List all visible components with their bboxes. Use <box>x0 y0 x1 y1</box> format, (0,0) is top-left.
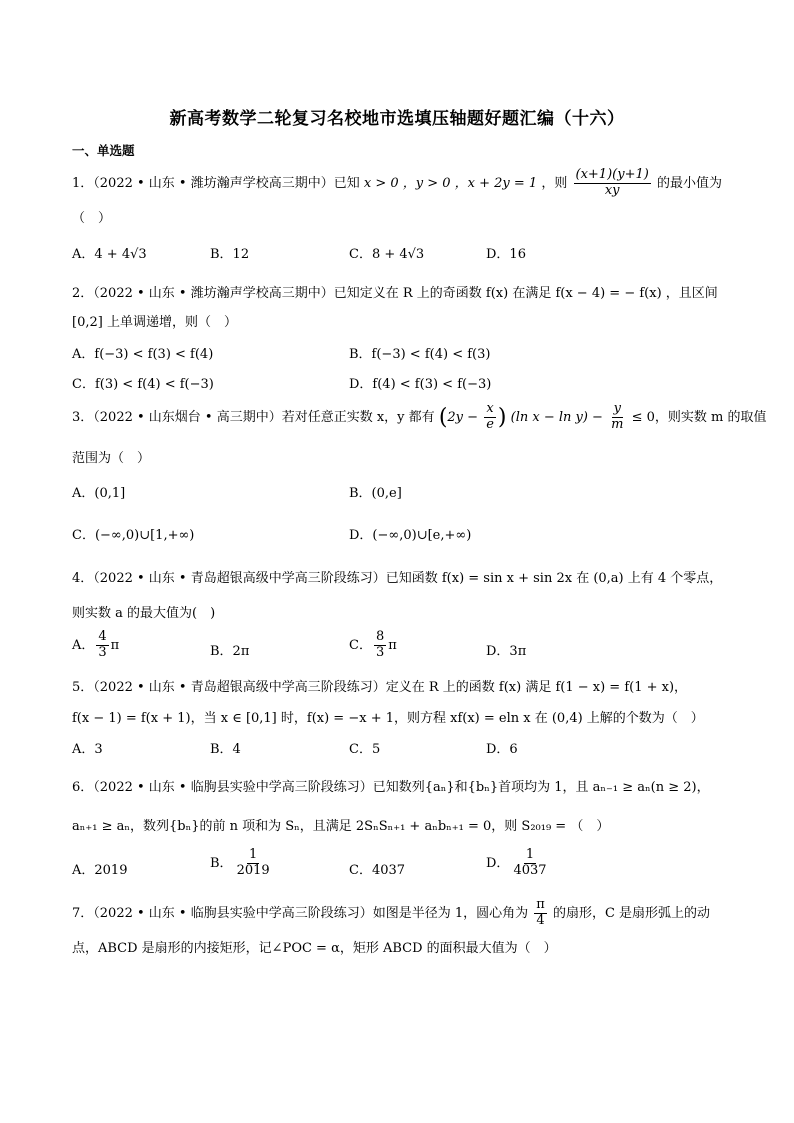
question-1-condition: x > 0 ，y > 0 ，x + 2y = 1 <box>363 175 538 191</box>
question-4-option-a <box>72 630 119 661</box>
question-7-stem-line2: 点，ABCD 是扇形的内接矩形，记∠POC = α，矩形 ABCD 的面积最大值为（ ） <box>72 941 557 956</box>
question-5-stem-line2: f(x − 1) = f(x + 1)，当 x ∈ [0,1] 时，f(x) = −x + 1，则方程 xf(x) = eln x 在 (0,4) 上解的个数为（ ） <box>72 711 704 726</box>
question-4-option-c-denominator: 3 <box>375 644 385 660</box>
question-1-prefix: 1．（2022 • 山东 • 潍坊瀚声学校高三期中）已知 <box>72 175 360 191</box>
question-4-option-c-fraction <box>374 630 386 661</box>
question-3-stem <box>72 402 766 433</box>
question-3-fraction-2-numerator: y <box>613 401 621 416</box>
question-2-option-c: C．f(3) < f(4) < f(−3) <box>72 377 214 392</box>
question-4-option-a-numerator: 4 <box>98 629 107 644</box>
question-4-option-b: B．2π <box>210 644 250 659</box>
question-4-option-c-pi: π <box>388 637 397 653</box>
question-1-option-b: B．12 <box>210 247 250 262</box>
question-1-option-c: C．8 + 4√3 <box>349 247 425 262</box>
question-1-suffix: 的最小值为 <box>656 175 722 191</box>
question-1-fraction <box>574 168 651 199</box>
question-7-fraction-numerator: π <box>536 897 545 912</box>
question-6-option-d <box>486 848 551 879</box>
question-7-fraction-denominator: 4 <box>536 912 545 928</box>
question-1-option-a: A．4 + 4√3 <box>72 247 147 262</box>
question-5-stem-line1: 5．（2022 • 山东 • 青岛超银高级中学高三阶段练习）定义在 R 上的函数 f(x) 满足 f(1 − x) = f(1 + x)， <box>72 680 688 695</box>
question-6-option-d-numerator: 1 <box>525 847 535 862</box>
question-3-fraction-2 <box>609 402 625 433</box>
question-1-stem <box>72 168 722 199</box>
question-6-option-b-denominator: 2019 <box>236 862 270 878</box>
question-3-option-a: A．(0,1] <box>72 486 126 501</box>
question-2-stem-line2: [0,2] 上单调递增，则（ ） <box>72 315 237 330</box>
question-6-option-c: C．4037 <box>349 863 406 878</box>
question-2-stem-line1: 2．（2022 • 山东 • 潍坊瀚声学校高三期中）已知定义在 R 上的奇函数 f(x) 在满足 f(x − 4) = − f(x) ，且区间 <box>72 286 718 301</box>
question-5-option-a: A．3 <box>72 742 103 757</box>
question-5-option-d: D．6 <box>486 742 518 757</box>
section-heading: 一、单选题 <box>72 143 135 158</box>
question-6-option-b-fraction <box>235 848 272 879</box>
question-1-fraction-numerator: (x+1)(y+1) <box>575 167 649 182</box>
question-2-option-d: D．f(4) < f(3) < f(−3) <box>349 377 492 392</box>
question-3-expr-c: ≤ 0，则实数 m 的取值 <box>631 409 767 425</box>
question-3-option-b: B．(0,e] <box>349 486 402 501</box>
question-4-option-a-denominator: 3 <box>98 644 107 660</box>
question-3-fraction-1 <box>484 402 496 433</box>
question-7-fraction <box>534 898 547 929</box>
question-4-stem-line1: 4．（2022 • 山东 • 青岛超银高级中学高三阶段练习）已知函数 f(x) = sin x + sin 2x 在 (0,a) 上有 4 个零点， <box>72 571 723 586</box>
question-2-option-b: B．f(−3) < f(4) < f(3) <box>349 347 491 362</box>
question-4-option-a-label: A． <box>72 637 95 653</box>
question-3-fraction-1-numerator: x <box>486 401 494 416</box>
question-7-suffix: 的扇形，C 是扇形弧上的动 <box>552 905 711 921</box>
question-3-expr-b: (ln x − ln y) − <box>510 409 603 425</box>
question-4-option-d: D．3π <box>486 644 527 659</box>
question-6-stem-line1: 6．（2022 • 山东 • 临朐县实验中学高三阶段练习）已知数列{aₙ}和{bₙ}首项均为 1，且 aₙ₋₁ ≥ aₙ(n ≥ 2)， <box>72 780 710 795</box>
question-7-prefix: 7．（2022 • 山东 • 临朐县实验中学高三阶段练习）如图是半径为 1，圆心角为 <box>72 905 529 921</box>
question-3-expr-a: 2y − <box>447 409 479 425</box>
question-3-open-paren: ( <box>438 404 448 430</box>
question-1-paren: （ ） <box>72 211 112 226</box>
question-6-option-d-denominator: 4037 <box>513 862 547 878</box>
question-4-option-c <box>349 630 397 661</box>
question-4-option-c-label: C． <box>349 637 372 653</box>
question-5-option-c: C．5 <box>349 742 381 757</box>
question-1-fraction-denominator: xy <box>604 182 620 198</box>
page-title: 新高考数学二轮复习名校地市选填压轴题好题汇编（十六） <box>169 109 625 129</box>
question-4-option-a-pi: π <box>110 637 120 653</box>
question-3-fraction-1-denominator: e <box>486 416 494 432</box>
question-5-option-b: B．4 <box>210 742 241 757</box>
question-3-close-paren: ) <box>497 404 507 430</box>
question-6-stem-line2: aₙ₊₁ ≥ aₙ，数列{bₙ}的前 n 项和为 Sₙ，且满足 2SₙSₙ₊₁ + aₙbₙ₊₁ = 0，则 S₂₀₁₉ = （ ） <box>72 819 610 834</box>
question-6-option-d-label: D． <box>486 855 510 871</box>
question-6-option-b <box>210 848 274 879</box>
question-1-option-d: D．16 <box>486 247 526 262</box>
question-2-option-a: A．f(−3) < f(3) < f(4) <box>72 347 214 362</box>
question-3-stem-line2: 范围为（ ） <box>72 451 151 466</box>
question-3-option-c: C．(−∞,0)∪[1,+∞) <box>72 528 195 543</box>
question-6-option-d-fraction <box>511 848 548 879</box>
question-1-mid: ，则 <box>541 175 568 191</box>
question-3-prefix: 3．（2022 • 山东烟台 • 高三期中）若对任意正实数 x，y 都有 <box>72 409 435 425</box>
question-4-stem-line2: 则实数 a 的最大值为( ) <box>72 606 216 621</box>
question-3-fraction-2-denominator: m <box>611 416 624 432</box>
question-7-stem <box>72 898 710 929</box>
question-6-option-b-label: B． <box>210 855 233 871</box>
question-4-option-a-fraction <box>96 630 108 661</box>
question-6-option-b-numerator: 1 <box>248 847 258 862</box>
question-4-option-c-numerator: 8 <box>375 629 385 644</box>
question-3-option-d: D．(−∞,0)∪[e,+∞) <box>349 528 472 543</box>
question-6-option-a: A．2019 <box>72 863 128 878</box>
